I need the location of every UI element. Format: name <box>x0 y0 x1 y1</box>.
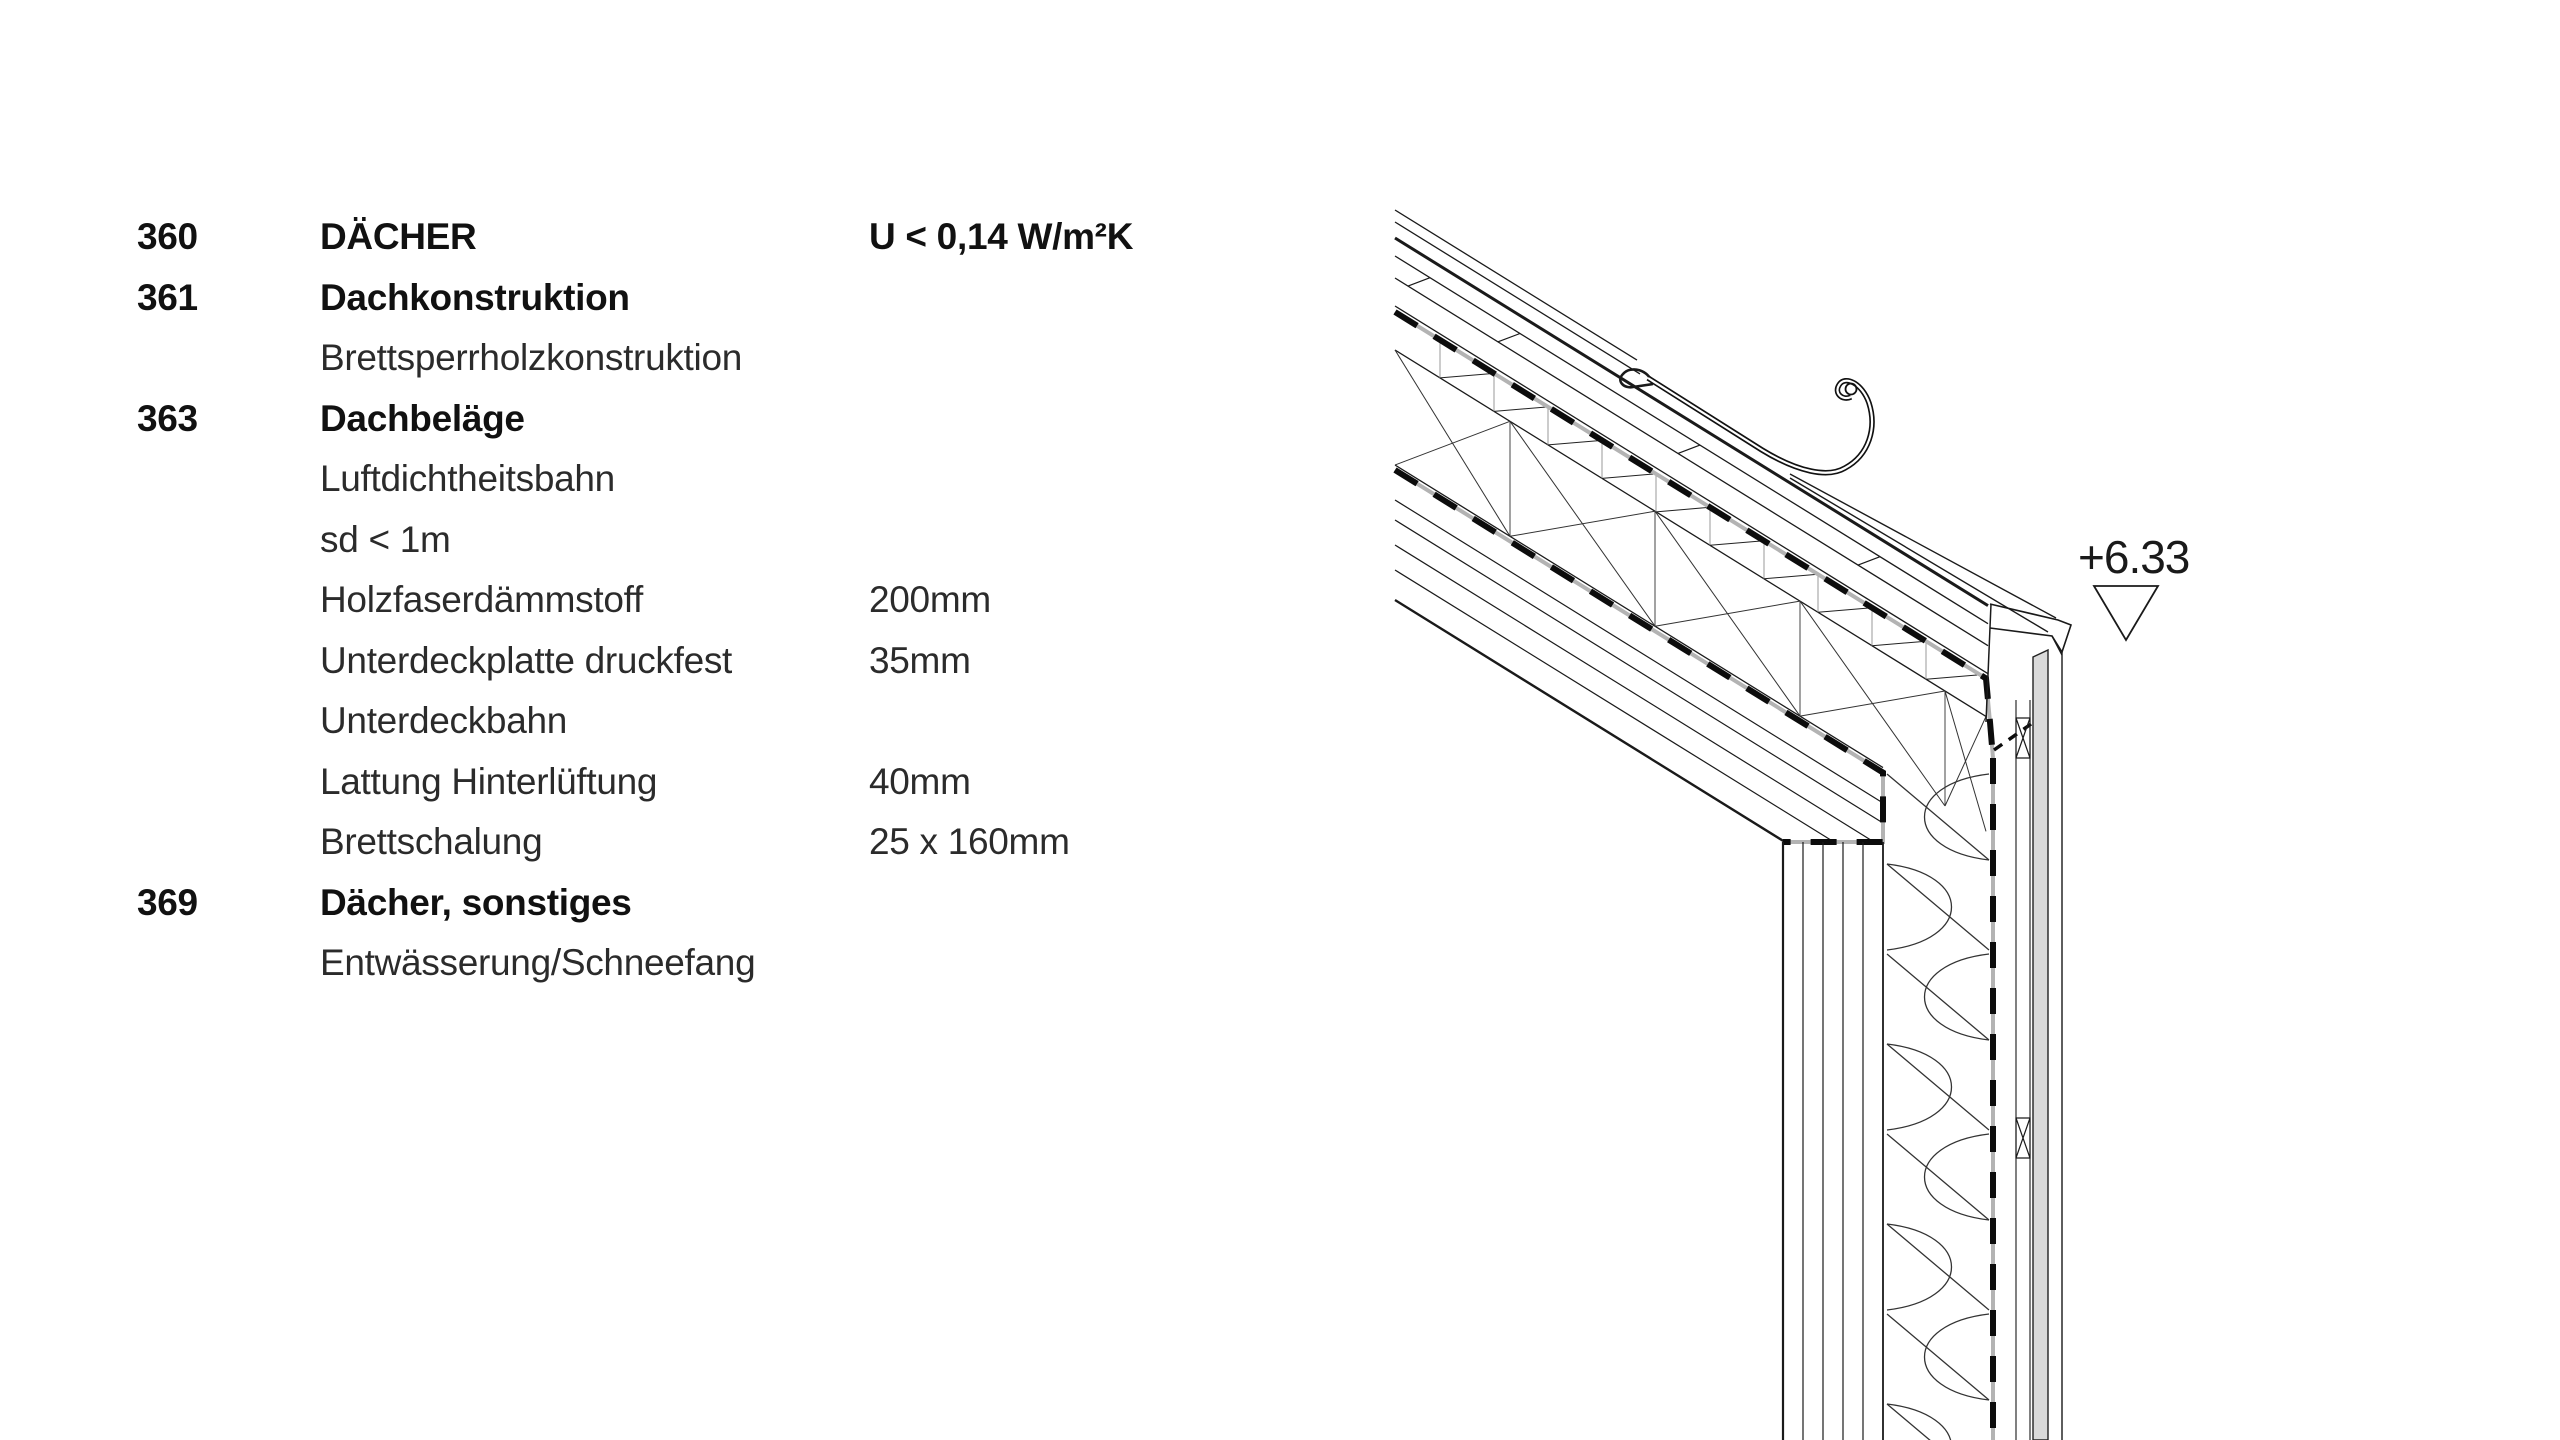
spec-label: Unterdeckplatte druckfest <box>320 639 733 681</box>
level-marker <box>2078 531 2189 640</box>
spec-code: 363 <box>137 397 198 439</box>
spec-label: Unterdeckbahn <box>320 700 568 741</box>
spec-value: 25 x 160mm <box>869 821 1070 862</box>
eave-fascia-drip-edge <box>1790 474 2071 722</box>
spec-label: Entwässerung/Schneefang <box>320 942 756 983</box>
spec-label: Lattung Hinterlüftung <box>320 760 658 802</box>
spec-label: Luftdichtheitsbahn <box>320 458 615 499</box>
spec-label: sd < 1m <box>320 518 451 560</box>
spec-label: DÄCHER <box>320 216 477 257</box>
spec-value: U < 0,14 W/m²K <box>869 216 1134 257</box>
spec-label: Dachbeläge <box>320 397 525 439</box>
spec-code: 361 <box>137 276 198 318</box>
level-marker-triangle-icon <box>2094 586 2158 640</box>
spec-code: 369 <box>137 881 198 923</box>
spec-value: 35mm <box>869 639 971 681</box>
spec-value: 200mm <box>869 579 991 620</box>
spec-value: 40mm <box>869 760 971 802</box>
wall-section <box>1783 650 2062 1440</box>
spec-label: Holzfaserdämmstoff <box>320 579 643 620</box>
spec-label: Dachkonstruktion <box>320 276 630 318</box>
spec-code: 360 <box>137 216 198 257</box>
spec-label: Brettschalung <box>320 821 543 862</box>
spec-label: Brettsperrholzkonstruktion <box>320 337 743 378</box>
level-marker-label: +6.33 <box>2078 531 2190 583</box>
spec-label: Dächer, sonstiges <box>320 881 632 923</box>
